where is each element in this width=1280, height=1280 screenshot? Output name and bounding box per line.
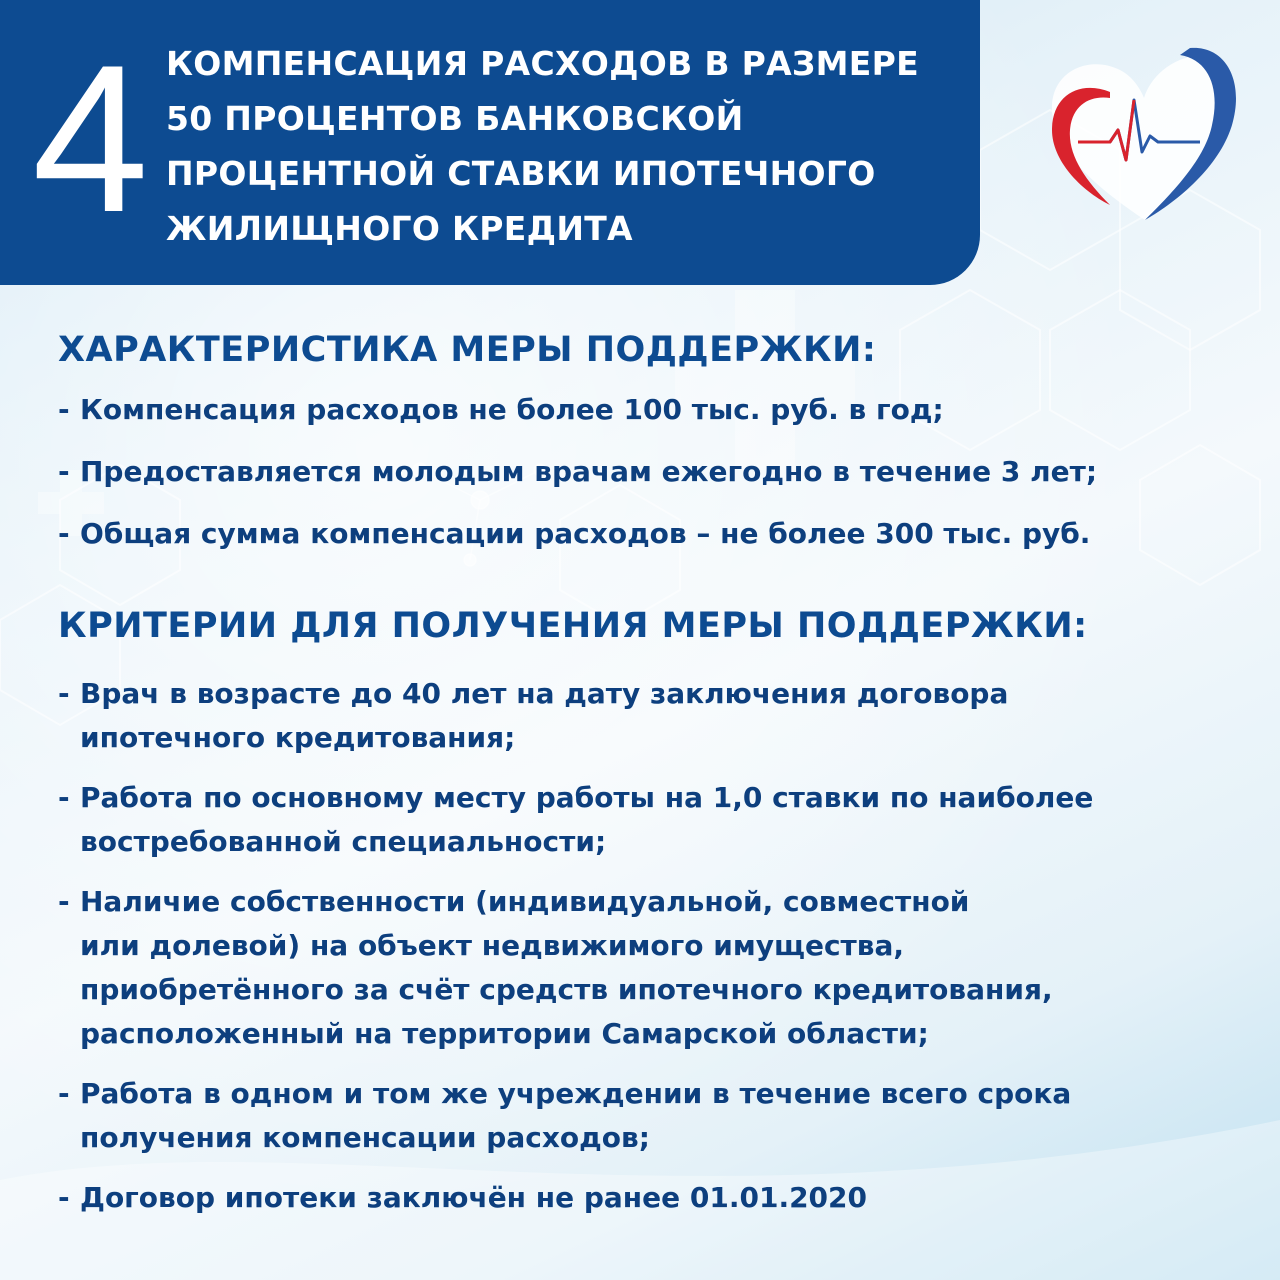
list-dash: -: [58, 393, 70, 426]
header-title-line: КОМПЕНСАЦИЯ РАСХОДОВ В РАЗМЕРЕ: [166, 44, 919, 83]
criteria-list: [58, 672, 1238, 1220]
header-title-line: ЖИЛИЩНОГО КРЕДИТА: [166, 209, 633, 248]
characteristics-list: [58, 388, 1238, 556]
support-characteristics-section: [58, 328, 1238, 556]
list-item-text: Общая сумма компенсации расходов – не более 300 тыс. руб.: [80, 517, 1091, 550]
list-item-text: Компенсация расходов не более 100 тыс. руб. в год;: [80, 393, 944, 426]
list-item-text: Врач в возрасте до 40 лет на дату заключения договора ипотечного кредитования;: [80, 677, 1009, 754]
heart-pulse-icon: [1040, 40, 1240, 225]
section-title: ХАРАКТЕРИСТИКА МЕРЫ ПОДДЕРЖКИ:: [58, 330, 877, 370]
list-item-text: Работа по основному месту работы на 1,0 ставки по наиболее востребованной специальности;: [80, 781, 1094, 858]
list-dash: -: [58, 1181, 70, 1214]
list-dash: -: [58, 455, 70, 488]
list-dash: -: [58, 885, 70, 918]
header-title: [166, 36, 966, 256]
list-item: [58, 512, 1238, 556]
list-item: [58, 672, 1238, 760]
list-item-text: Работа в одном и том же учреждении в течение всего срока получения компенсации расходов;: [80, 1077, 1072, 1154]
list-item: [58, 450, 1238, 494]
list-item: [58, 880, 1238, 1056]
support-criteria-section: [58, 604, 1238, 1220]
list-dash: -: [58, 677, 70, 710]
list-item: [58, 1176, 1238, 1220]
header-banner: [0, 0, 980, 285]
list-dash: -: [58, 517, 70, 550]
header-title-line: ПРОЦЕНТНОЙ СТАВКИ ИПОТЕЧНОГО: [166, 154, 876, 193]
list-item: [58, 1072, 1238, 1160]
item-number: 4: [32, 21, 149, 256]
list-item: [58, 388, 1238, 432]
list-item-text: Предоставляется молодым врачам ежегодно в течение 3 лет;: [80, 455, 1098, 488]
list-dash: -: [58, 1077, 70, 1110]
list-dash: -: [58, 781, 70, 814]
list-item-text: Договор ипотеки заключён не ранее 01.01.2020: [80, 1181, 868, 1214]
header-title-line: 50 ПРОЦЕНТОВ БАНКОВСКОЙ: [166, 99, 744, 138]
section-title: КРИТЕРИИ ДЛЯ ПОЛУЧЕНИЯ МЕРЫ ПОДДЕРЖКИ:: [58, 606, 1088, 646]
list-item-text: Наличие собственности (индивидуальной, совместной или долевой) на объект недвижимого имущества, приобретённого за счёт средств ипотечного кредитования, расположенный на территории Самарской области;: [80, 885, 1053, 1050]
list-item: [58, 776, 1238, 864]
